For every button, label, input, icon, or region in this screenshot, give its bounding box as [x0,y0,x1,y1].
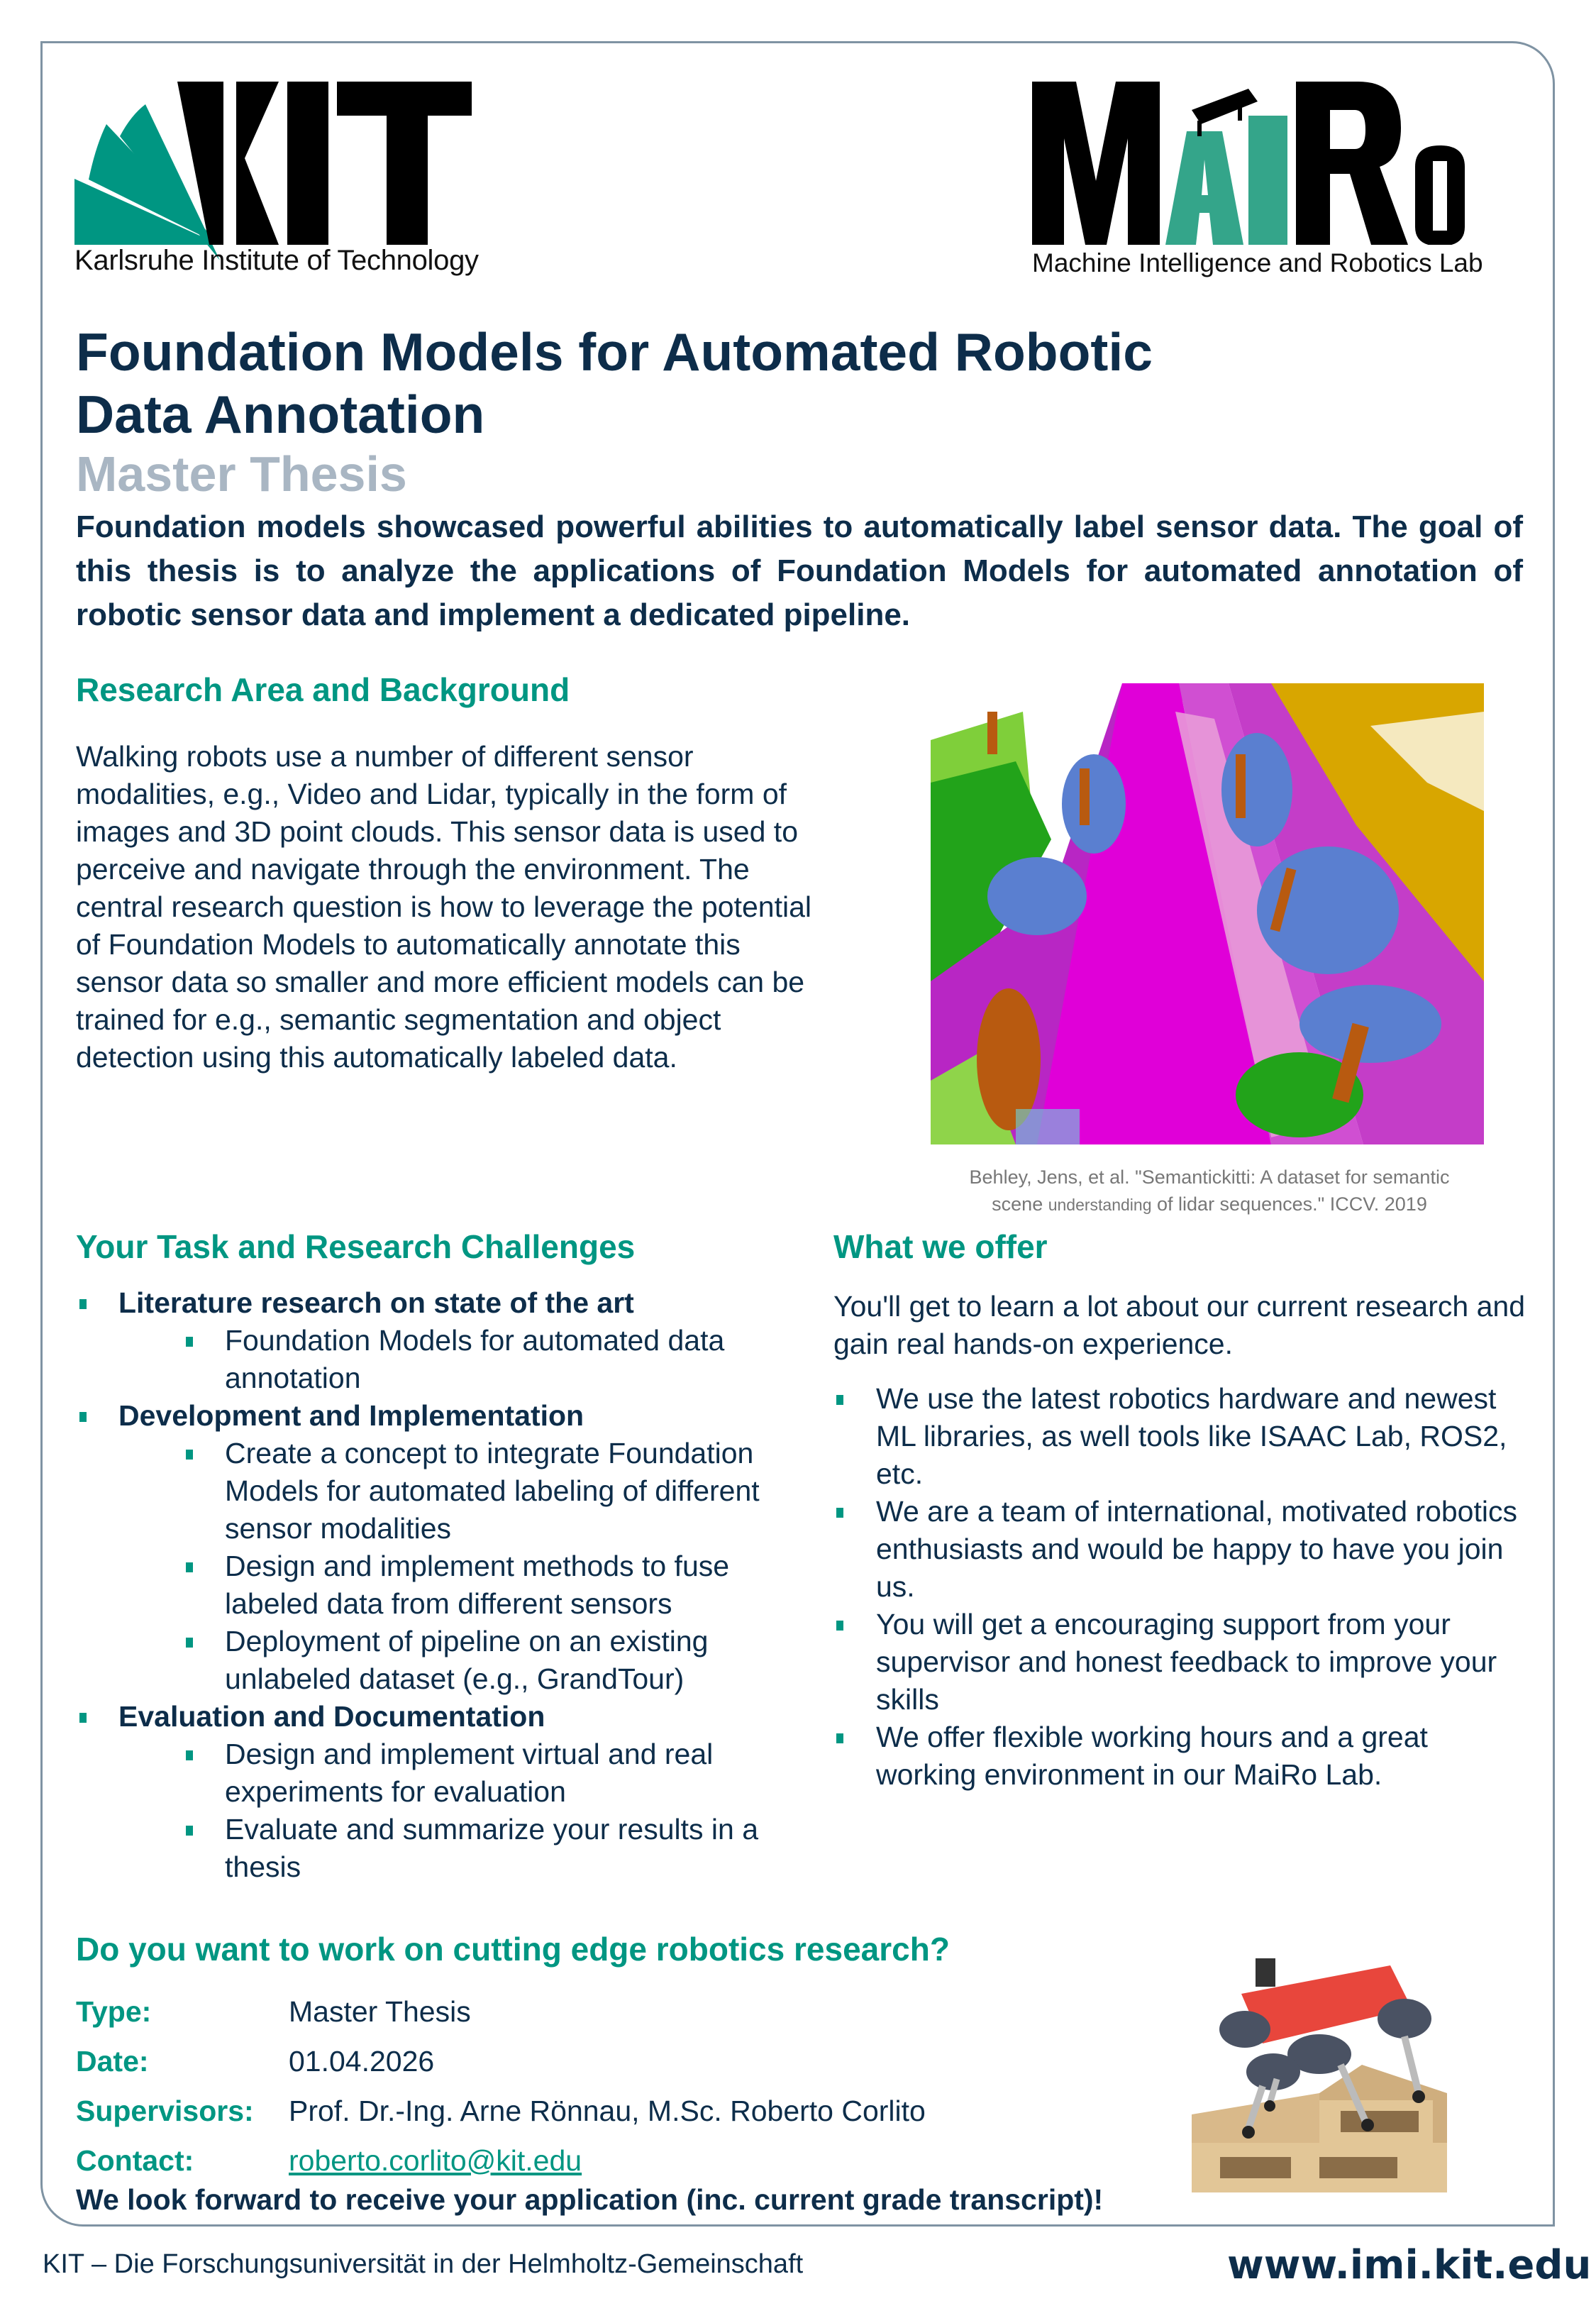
detail-label: Supervisors: [76,2095,254,2127]
offer-list [833,1380,1536,1794]
details-table [76,1987,926,2185]
offer-item: You will get a encouraging support from your supervisor and honest feedback to improve your skills [833,1606,1536,1719]
detail-value: 01.04.2026 [289,2045,435,2078]
offer-item: We offer flexible working hours and a great working environment in our MaiRo Lab. [833,1719,1536,1794]
title-line-1: Foundation Models for Automated Robotic [76,322,1153,382]
detail-row-date [76,2036,926,2086]
task-group-title: Literature research on state of the art [76,1284,821,1322]
task-item: Evaluate and summarize your results in a thesis [76,1811,821,1886]
thesis-type-subtitle: Master Thesis [76,446,407,502]
contact-email-link[interactable]: roberto.corlito@kit.edu [289,2144,582,2177]
tasks-list [76,1284,821,1886]
task-item: Design and implement virtual and real experiments for evaluation [76,1736,821,1811]
detail-row-supervisors [76,2086,926,2136]
figure-caption [929,1164,1490,1218]
offer-heading: What we offer [833,1228,1048,1265]
caption-line-2: scene understanding of lidar sequences." ICCV. 2019 [992,1193,1427,1215]
research-heading: Research Area and Background [76,671,570,708]
caption-line-1: Behley, Jens, et al. "Semantickitti: A dataset for semantic [969,1166,1450,1188]
kit-logo-subtitle: Karlsruhe Institute of Technology [74,245,479,276]
research-body: Walking robots use a number of different sensor modalities, e.g., Video and Lidar, typically in the form of images and 3D point clouds. This sensor data is used to perceive and navigate through the environment. The central research question is how to leverage the potential of Foundation Models to automatically annotate this sensor data so smaller and more efficient models can be trained for e.g., semantic segmentation and object detection using this automatically labeled data. [76,740,812,1074]
robot-dog-icon [1192,89,1258,136]
detail-value: Master Thesis [289,1995,471,2028]
mairo-logo [1032,82,1514,245]
task-item: Deployment of pipeline on an existing unlabeled dataset (e.g., GrandTour) [76,1623,821,1698]
task-item: Design and implement methods to fuse labeled data from different sensors [76,1548,821,1623]
detail-label: Date: [76,2045,149,2078]
cta-heading: Do you want to work on cutting edge robotics research? [76,1931,950,1968]
offer-item: We are a team of international, motivated robotics enthusiasts and would be happy to have you join us. [833,1493,1536,1606]
footer-tagline: KIT – Die Forschungsuniversität in der Helmholtz-Gemeinschaft [43,2249,804,2279]
page-title [76,321,1424,446]
tasks-heading: Your Task and Research Challenges [76,1228,636,1265]
intro-paragraph: Foundation models showcased powerful abilities to automatically label sensor data. The goal of this thesis is to analyze the applications of Foundation Models for automated annotation of robotic sensor data and implement a dedicated pipeline. [76,509,1523,632]
offer-intro: You'll get to learn a lot about our current research and gain real hands-on experience. [833,1290,1525,1360]
task-group-title: Evaluation and Documentation [76,1698,821,1736]
detail-value: Prof. Dr.-Ing. Arne Rönnau, M.Sc. Roberto Corlito [289,2095,926,2127]
task-group-title: Development and Implementation [76,1397,821,1435]
detail-row-type [76,1987,926,2036]
detail-label: Type: [76,1995,152,2028]
offer-item: We use the latest robotics hardware and newest ML libraries, as well tools like ISAAC Lab, ROS2, etc. [833,1380,1536,1493]
quadruped-robot-image [1177,1930,1483,2207]
task-item: Create a concept to integrate Foundation Models for automated labeling of different sensor modalities [76,1435,821,1548]
detail-row-contact [76,2136,926,2185]
task-item: Foundation Models for automated data annotation [76,1322,821,1397]
lidar-point-cloud-image [931,683,1484,1144]
website-link[interactable]: www.imi.kit.edu [1227,2242,1592,2288]
mairo-logo-subtitle: Machine Intelligence and Robotics Lab [1032,248,1483,277]
detail-label: Contact: [76,2144,194,2177]
title-line-2: Data Annotation [76,385,485,444]
closing-statement: We look forward to receive your application (inc. current grade transcript)! [76,2183,1104,2216]
